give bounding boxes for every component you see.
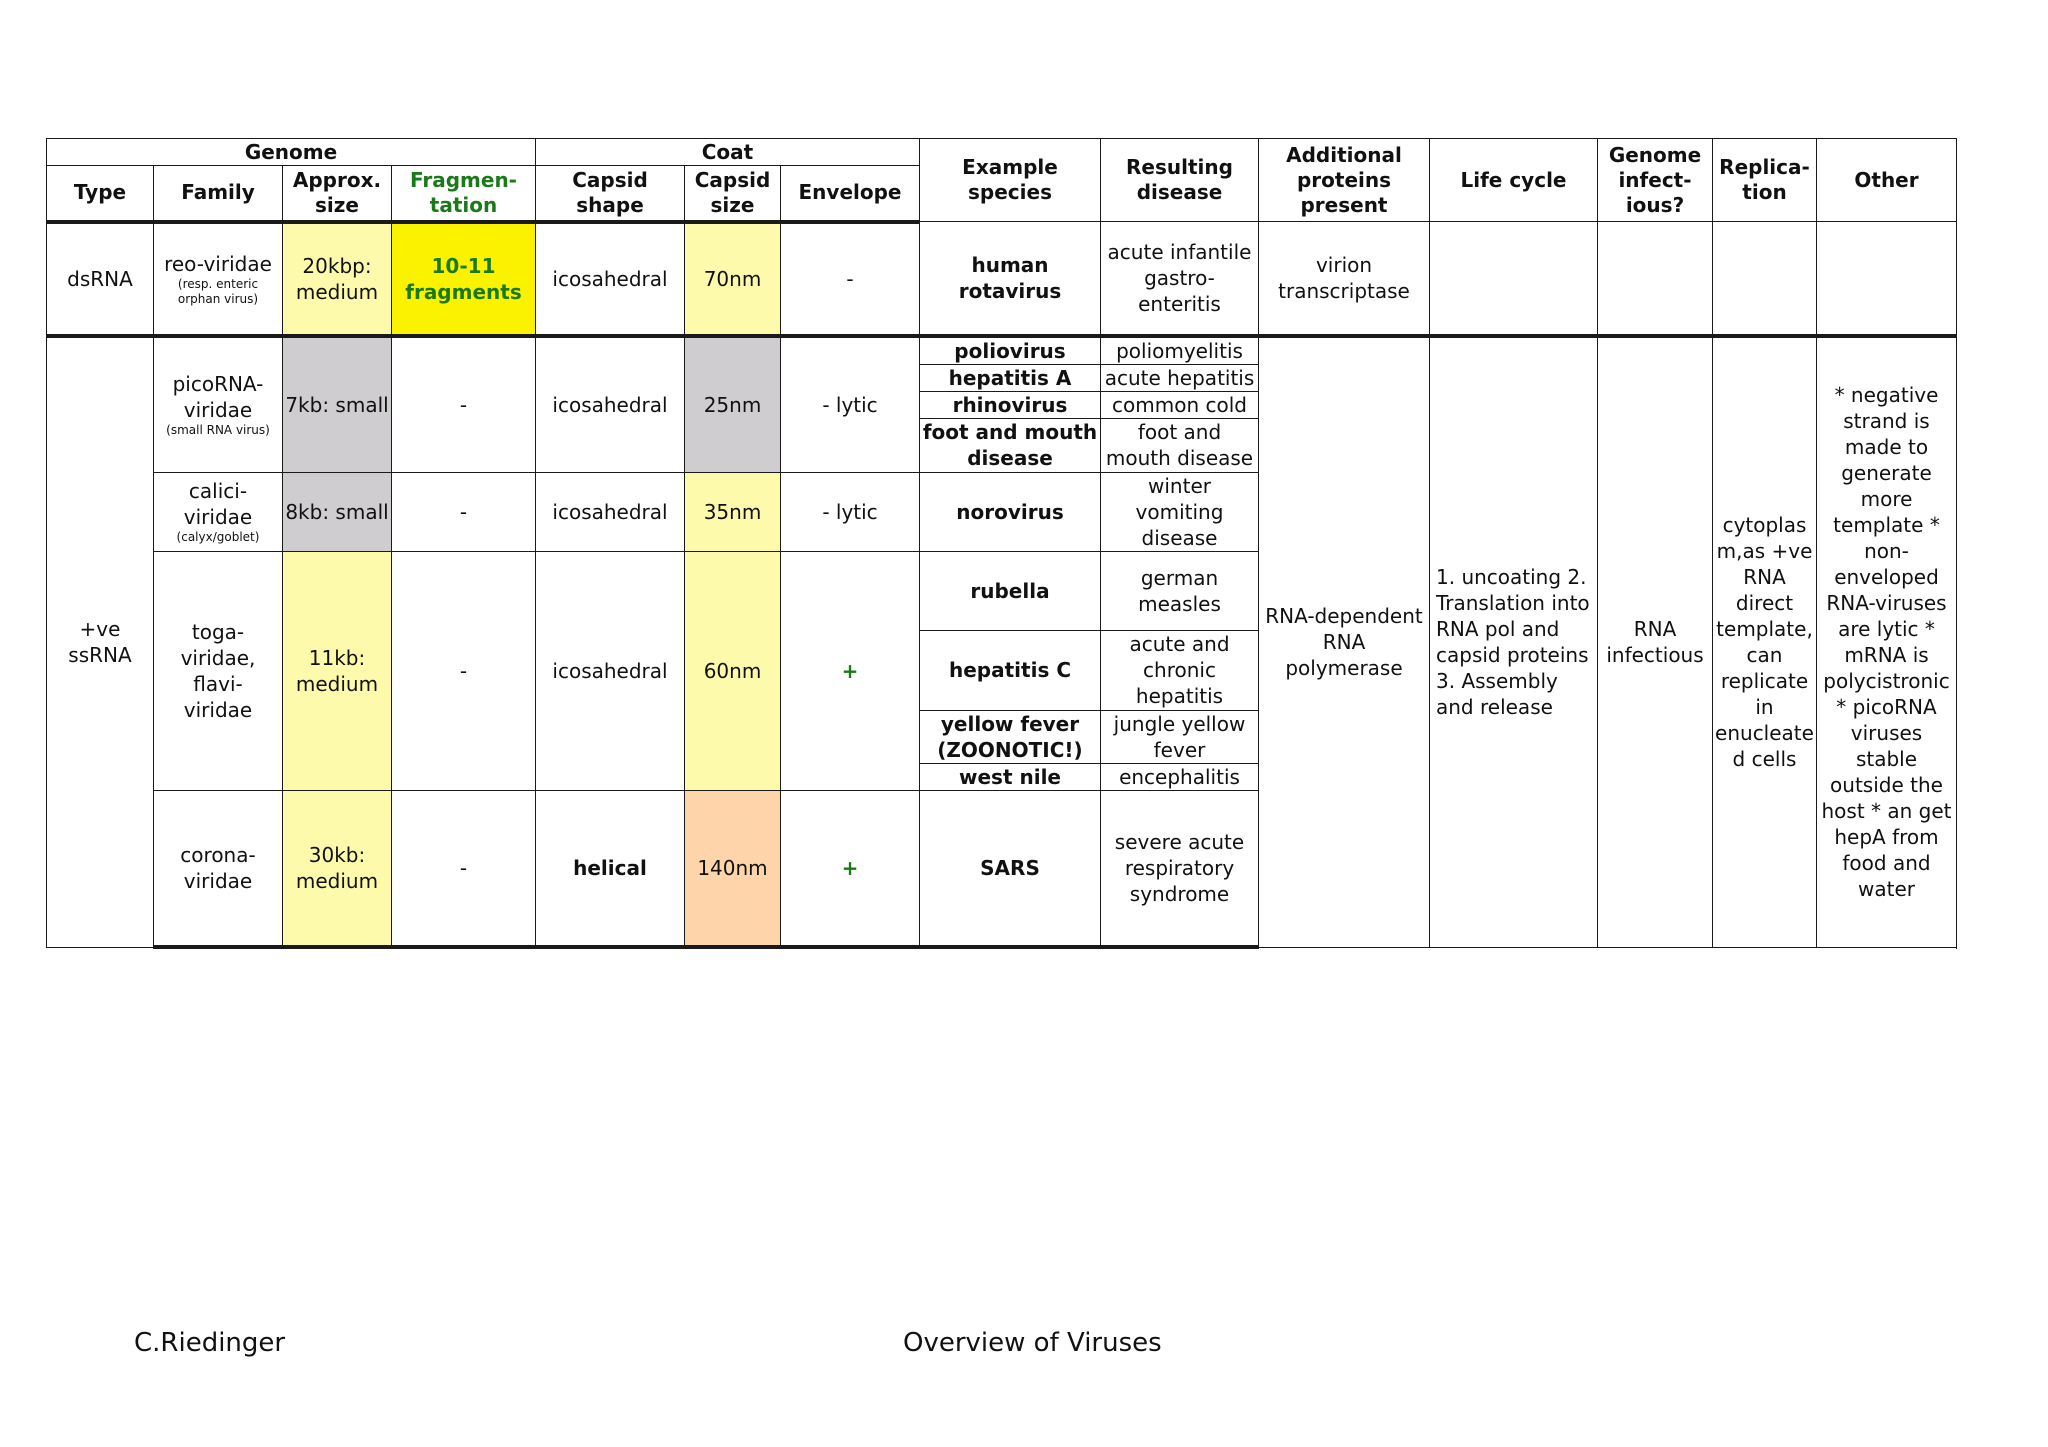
genome-group-header: Genome [47,139,536,166]
cell-capsid-size-toga: 60nm [685,551,781,790]
header-species: Example species [920,139,1101,222]
cell-fragmentation-toga: - [392,551,536,790]
header-proteins: Additional proteins present [1259,139,1430,222]
cell-disease-norovirus: winter vomiting disease [1101,472,1259,551]
cell-fragmentation-reo: 10-11 fragments [392,222,536,336]
cell-disease-west-nile: encephalitis [1101,763,1259,790]
cell-species-west-nile: west nile [920,763,1101,790]
family-picorna-name: picoRNA-viridae [172,372,264,422]
cell-size-picorna: 7kb: small [283,336,392,473]
cell-fragmentation-corona: - [392,790,536,947]
header-disease: Resulting disease [1101,139,1259,222]
header-replication: Replica- tion [1713,139,1817,222]
cell-family-toga: toga- viridae, flavi- viridae [154,551,283,790]
cell-type-ds: dsRNA [47,222,154,336]
cell-replication-reo [1713,222,1817,336]
cell-species-hepatitis-c: hepatitis C [920,630,1101,710]
header-capsid-size: Capsid size [685,166,781,222]
family-reo-name: reo-viridae [164,251,272,276]
cell-disease-sars: severe acute respiratory syndrome [1101,790,1259,947]
cell-size-corona: 30kb: medium [283,790,392,947]
header-family: Family [154,166,283,222]
cell-species-sars: SARS [920,790,1101,947]
cell-envelope-toga: + [781,551,920,790]
cell-infectious-reo [1598,222,1713,336]
cell-disease-reo: acute infantile gastro-enteritis [1101,222,1259,336]
header-type: Type [47,166,154,222]
cell-size-reo: 20kbp: medium [283,222,392,336]
cell-species-reo: human rotavirus [920,222,1101,336]
cell-capsid-size-reo: 70nm [685,222,781,336]
cell-replication-ss: cytoplas m,as +ve RNA direct template, can replicate in enucleate d cells [1713,336,1817,948]
cell-fragmentation-picorna: - [392,336,536,473]
cell-life-cycle-reo [1430,222,1598,336]
cell-family-picorna [154,336,283,473]
cell-envelope-reo: - [781,222,920,336]
header-infectious: Genome infect- ious? [1598,139,1713,222]
cell-capsid-shape-picorna: icosahedral [536,336,685,473]
cell-life-cycle-ss: 1. uncoating 2. Translation into RNA pol and capsid proteins 3. Assembly and release [1430,336,1598,948]
cell-capsid-size-corona: 140nm [685,790,781,947]
virus-table [46,138,1957,949]
document-title-footer: Overview of Viruses [903,1328,1162,1358]
coat-group-header: Coat [536,139,920,166]
cell-species-hepatitis-a: hepatitis A [920,364,1101,391]
cell-other-ss: * negative strand is made to generate more template * non-enveloped RNA-viruses are lytic * mRNA is polycistronic * picoRNA viruses stable outside the host * an get hepA from food and water [1817,336,1957,948]
header-life-cycle: Life cycle [1430,139,1598,222]
cell-species-foot-mouth: foot and mouth disease [920,418,1101,472]
cell-type-ss: +ve ssRNA [47,336,154,948]
cell-disease-yellow-fever: jungle yellow fever [1101,710,1259,763]
cell-capsid-shape-toga: icosahedral [536,551,685,790]
cell-disease-foot-mouth: foot and mouth disease [1101,418,1259,472]
cell-capsid-size-picorna: 25nm [685,336,781,473]
cell-species-norovirus: norovirus [920,472,1101,551]
family-reo-note: (resp. enteric orphan virus) [177,276,259,306]
cell-proteins-ss: RNA-dependent RNA polymerase [1259,336,1430,948]
cell-capsid-shape-calici: icosahedral [536,472,685,551]
cell-other-reo [1817,222,1957,336]
cell-fragmentation-calici: - [392,472,536,551]
cell-disease-hepatitis-c: acute and chronic hepatitis [1101,630,1259,710]
cell-capsid-shape-corona: helical [536,790,685,947]
cell-size-calici: 8kb: small [283,472,392,551]
cell-envelope-calici: - lytic [781,472,920,551]
cell-species-poliovirus: poliovirus [920,336,1101,365]
virus-overview-sheet [46,138,1951,949]
cell-disease-hepatitis-a: acute hepatitis [1101,364,1259,391]
family-picorna-note: (small RNA virus) [166,423,270,437]
header-fragmentation: Fragmen- tation [392,166,536,222]
cell-family-corona: corona- viridae [154,790,283,947]
cell-family-reo [154,222,283,336]
family-calici-note: (calyx/goblet) [176,530,260,544]
cell-species-rhinovirus: rhinovirus [920,391,1101,418]
family-calici-name: calici-viridae [183,479,253,529]
header-envelope: Envelope [781,166,920,222]
cell-envelope-corona: + [781,790,920,947]
cell-capsid-shape-reo: icosahedral [536,222,685,336]
header-capsid-shape: Capsid shape [536,166,685,222]
header-size: Approx. size [283,166,392,222]
cell-envelope-picorna: - lytic [781,336,920,473]
cell-infectious-ss: RNA infectious [1598,336,1713,948]
cell-disease-rhinovirus: common cold [1101,391,1259,418]
header-other: Other [1817,139,1957,222]
cell-species-rubella: rubella [920,551,1101,630]
cell-disease-rubella: german measles [1101,551,1259,630]
cell-family-calici [154,472,283,551]
author-footer: C.Riedinger [134,1328,286,1358]
cell-capsid-size-calici: 35nm [685,472,781,551]
cell-species-yellow-fever: yellow fever (ZOONOTIC!) [920,710,1101,763]
cell-disease-poliovirus: poliomyelitis [1101,336,1259,365]
cell-size-toga: 11kb: medium [283,551,392,790]
cell-proteins-reo: virion transcriptase [1259,222,1430,336]
